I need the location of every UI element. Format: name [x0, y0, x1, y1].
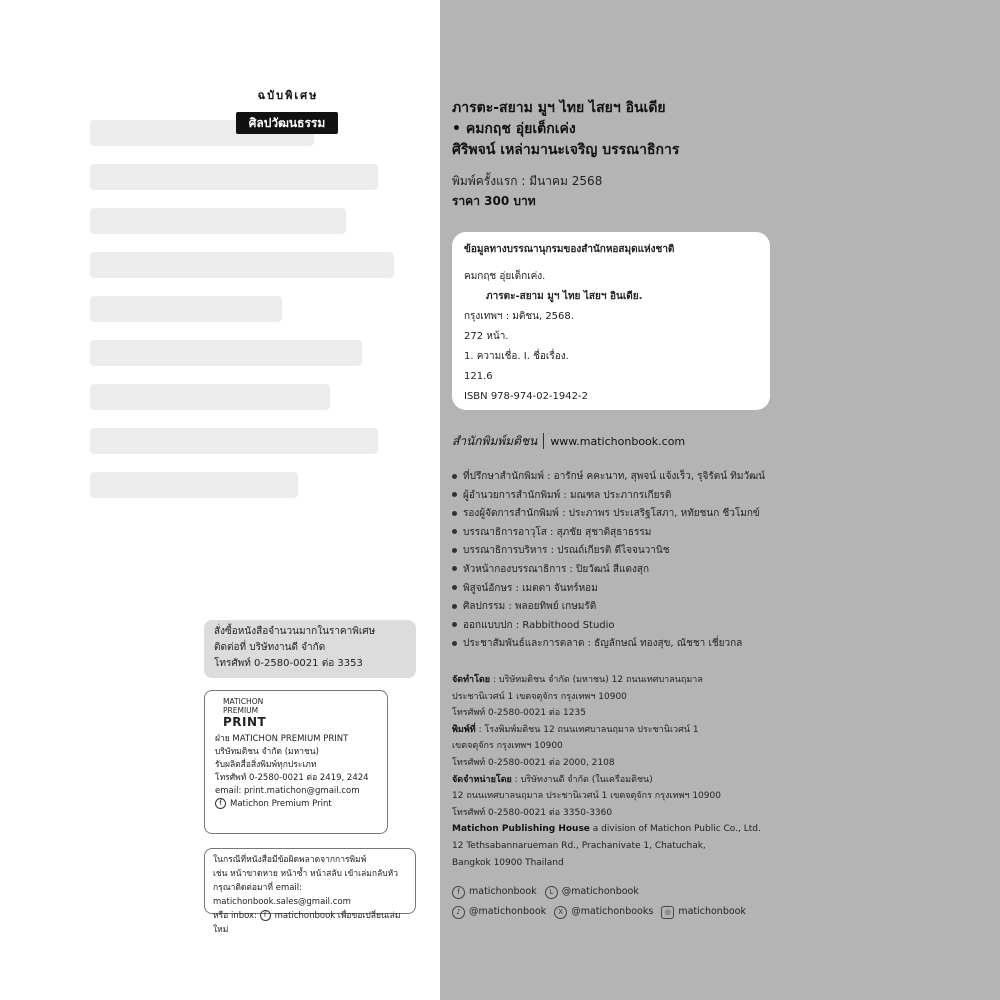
staff-list	[452, 468, 982, 654]
logo-line: PREMIUM	[223, 706, 259, 715]
social-row	[452, 882, 982, 902]
facebook-icon: f	[215, 798, 226, 809]
address-line	[452, 772, 982, 789]
line-icon: L	[545, 886, 558, 899]
address-line	[452, 672, 982, 689]
staff-text: บรรณาธิการอาวุโส : สุภชัย สุชาติสุธาธรรม	[463, 526, 652, 538]
instagram-icon: ◎	[661, 906, 674, 919]
bullet-icon	[452, 548, 457, 553]
address-text: : บริษัทงานดี จำกัด (ในเครือมติชน)	[511, 774, 653, 785]
address-line	[452, 722, 982, 739]
staff-item	[452, 561, 982, 580]
staff-item	[452, 542, 982, 561]
cip-heading: ข้อมูลทางบรรณานุกรมของสำนักหอสมุดแห่งชาติ	[464, 244, 675, 255]
price: ราคา 300 บาท	[452, 194, 536, 208]
bulk-order-line: สั่งซื้อหนังสือจำนวนมากในราคาพิเศษ	[214, 626, 376, 637]
defect-line: ในกรณีที่หนังสือมีข้อผิดพลาดจากการพิมพ์	[213, 855, 367, 865]
series-badge	[236, 86, 340, 138]
publisher-address-block	[452, 672, 982, 871]
address-label: Matichon Publishing House	[452, 824, 590, 835]
defect-inbox-text: matichonbook เพื่อขอเปลี่ยนเล่มใหม่	[213, 911, 401, 935]
premium-print-box	[204, 690, 388, 834]
bullet-icon	[452, 604, 457, 609]
print-box-email: email: print.matichon@gmail.com	[215, 786, 360, 796]
x-handle[interactable]: @matichonbooks	[571, 906, 654, 917]
staff-text: รองผู้จัดการสำนักพิมพ์ : ประภาพร ประเสริฐโสภา, หทัยชนก ชีวโมกข์	[463, 508, 760, 520]
address-line	[452, 821, 982, 838]
cip-row-isbn: ISBN 978-974-02-1942-2	[464, 391, 588, 402]
staff-item	[452, 580, 982, 599]
defect-notice-box	[204, 848, 416, 935]
bullet-icon	[452, 641, 457, 646]
facebook-icon: f	[452, 886, 465, 899]
address-line: ประชานิเวศน์ 1 เขตจตุจักร กรุงเทพฯ 10900	[452, 691, 627, 702]
cip-row-title: ภารตะ-สยาม มูฯ ไทย ไสยฯ อินเดีย.	[486, 291, 643, 302]
social-row	[452, 902, 982, 922]
publisher-logo: สำนักพิมพ์มติชน	[452, 433, 538, 448]
tiktok-icon: ♪	[452, 906, 465, 919]
instagram-handle[interactable]: matichonbook	[678, 906, 746, 917]
bullet-icon	[452, 492, 457, 497]
staff-text: บรรณาธิการบริหาร : ปรณถ์เกียรติ ดีไจจนวานิช	[463, 545, 670, 557]
cip-row: 1. ความเชื่อ. I. ชื่อเรื่อง.	[464, 351, 569, 362]
cip-data-box	[452, 232, 770, 410]
staff-item	[452, 468, 982, 487]
show-through-text	[90, 120, 410, 600]
book-author: • คมกฤช อุ่ยเต็กเค่ง	[452, 121, 576, 137]
facebook-icon: f	[260, 910, 271, 921]
staff-item	[452, 598, 982, 617]
staff-text: พิสูจน์อักษร : เมตตา จันทร์หอม	[463, 582, 598, 594]
bullet-icon	[452, 474, 457, 479]
divider	[543, 433, 544, 449]
print-box-line: รับผลิตสื่อสิ่งพิมพ์ทุกประเภท	[215, 760, 317, 770]
x-icon: X	[554, 906, 567, 919]
bullet-icon	[452, 585, 457, 590]
print-box-line: บริษัทมติชน จำกัด (มหาชน)	[215, 747, 319, 757]
staff-item	[452, 635, 982, 654]
address-line: 12 ถนนเทศบาลนฤมาล ประชานิเวศน์ 1 เขตจตุจักร กรุงเทพฯ 10900	[452, 791, 721, 802]
address-line: โทรศัพท์ 0-2580-0021 ต่อ 3350-3360	[452, 807, 613, 818]
matichon-premium-print-logo	[223, 697, 377, 729]
defect-line: เช่น หน้าขาดหาย หน้าซ้ำ หน้าสลับ เข้าเล่มกลับหัว	[213, 869, 398, 879]
address-label: พิมพ์ที่	[452, 724, 476, 735]
address-label: จัดจำหน่ายโดย	[452, 774, 512, 785]
staff-item	[452, 524, 982, 543]
publisher-brand	[452, 430, 685, 452]
bullet-icon	[452, 622, 457, 627]
address-text: : โรงพิมพ์มติชน 12 ถนนเทศบาลนฤมาล ประชานิเวศน์ 1	[475, 724, 699, 735]
address-line: โทรศัพท์ 0-2580-0021 ต่อ 2000, 2108	[452, 757, 615, 768]
facebook-handle[interactable]: matichonbook	[469, 886, 537, 897]
staff-text: ศิลปกรรม : พลอยทิพย์ เกษมรัติ	[463, 601, 597, 613]
badge-top-text: ฉบับพิเศษ	[257, 89, 319, 102]
bulk-order-line: ติดต่อที่ บริษัทงานดี จำกัด	[214, 642, 326, 653]
book-title: ภารตะ-สยาม มูฯ ไทย ไสยฯ อินเดีย	[452, 100, 666, 116]
staff-text: ผู้อำนวยการสำนักพิมพ์ : มณฑล ประภากรเกียรติ	[463, 489, 672, 501]
cip-row: คมกฤช อุ่ยเต็กเค่ง.	[464, 271, 546, 282]
address-line: โทรศัพท์ 0-2580-0021 ต่อ 1235	[452, 708, 586, 719]
edition-info: พิมพ์ครั้งแรก : มีนาคม 2568	[452, 174, 603, 188]
staff-item	[452, 505, 982, 524]
staff-text: ที่ปรึกษาสำนักพิมพ์ : อารักษ์ คคะนาท, สุพจน์ แจ้งเร็ว, รุจิรัตน์ ทิมวัฒน์	[463, 471, 765, 482]
address-text: a division of Matichon Public Co., Ltd.	[589, 824, 761, 835]
cip-row: 121.6	[464, 371, 493, 382]
address-line: เขตจตุจักร กรุงเทพฯ 10900	[452, 741, 563, 752]
cip-row: 272 หน้า.	[464, 331, 509, 342]
logo-line: MATICHON	[223, 697, 264, 706]
address-line: 12 Tethsabannarueman Rd., Prachanivate 1, Chatuchak,	[452, 840, 706, 851]
bulk-order-box	[204, 620, 416, 678]
print-box-facebook	[215, 798, 377, 811]
book-title-block	[452, 98, 982, 161]
line-handle[interactable]: @matichonbook	[561, 886, 639, 897]
defect-line	[213, 909, 407, 937]
defect-line: กรุณาติดต่อมาที่ email: matichonbook.sales@gmail.com	[213, 883, 351, 907]
bulk-order-line: โทรศัพท์ 0-2580-0021 ต่อ 3353	[214, 658, 363, 669]
publisher-url[interactable]: www.matichonbook.com	[550, 434, 686, 448]
address-line: Bangkok 10900 Thailand	[452, 857, 564, 868]
staff-item	[452, 487, 982, 506]
bullet-icon	[452, 529, 457, 534]
book-editor: ศิริพจน์ เหล่ามานะเจริญ บรรณาธิการ	[452, 142, 680, 158]
tiktok-handle[interactable]: @matichonbook	[469, 906, 547, 917]
left-page	[0, 0, 440, 1000]
cip-row: กรุงเทพฯ : มติชน, 2568.	[464, 311, 574, 322]
social-links	[452, 882, 982, 922]
bullet-icon	[452, 566, 457, 571]
address-text: : บริษัทมติชน จำกัด (มหาชน) 12 ถนนเทศบาลนฤมาล	[490, 675, 703, 685]
facebook-page-name: Matichon Premium Print	[230, 799, 332, 809]
defect-inbox-label: หรือ inbox:	[213, 911, 257, 921]
staff-text: ประชาสัมพันธ์และการตลาด : ธัญลักษณ์ ทองสุข, ณัชชา เชี่ยวกล	[463, 638, 743, 650]
badge-main-text: ศิลปวัฒนธรรม	[236, 112, 338, 134]
staff-text: หัวหน้ากองบรรณาธิการ : ปิยวัฒน์ สีแดงสุก	[463, 563, 650, 575]
print-box-line: ฝ่าย MATICHON PREMIUM PRINT	[215, 734, 349, 744]
address-label: จัดทำโดย	[452, 675, 491, 685]
print-box-line: โทรศัพท์ 0-2580-0021 ต่อ 2419, 2424	[215, 773, 369, 783]
staff-item	[452, 617, 982, 636]
logo-line: PRINT	[223, 715, 267, 729]
bullet-icon	[452, 511, 457, 516]
staff-text: ออกแบบปก : Rabbithood Studio	[463, 619, 615, 631]
